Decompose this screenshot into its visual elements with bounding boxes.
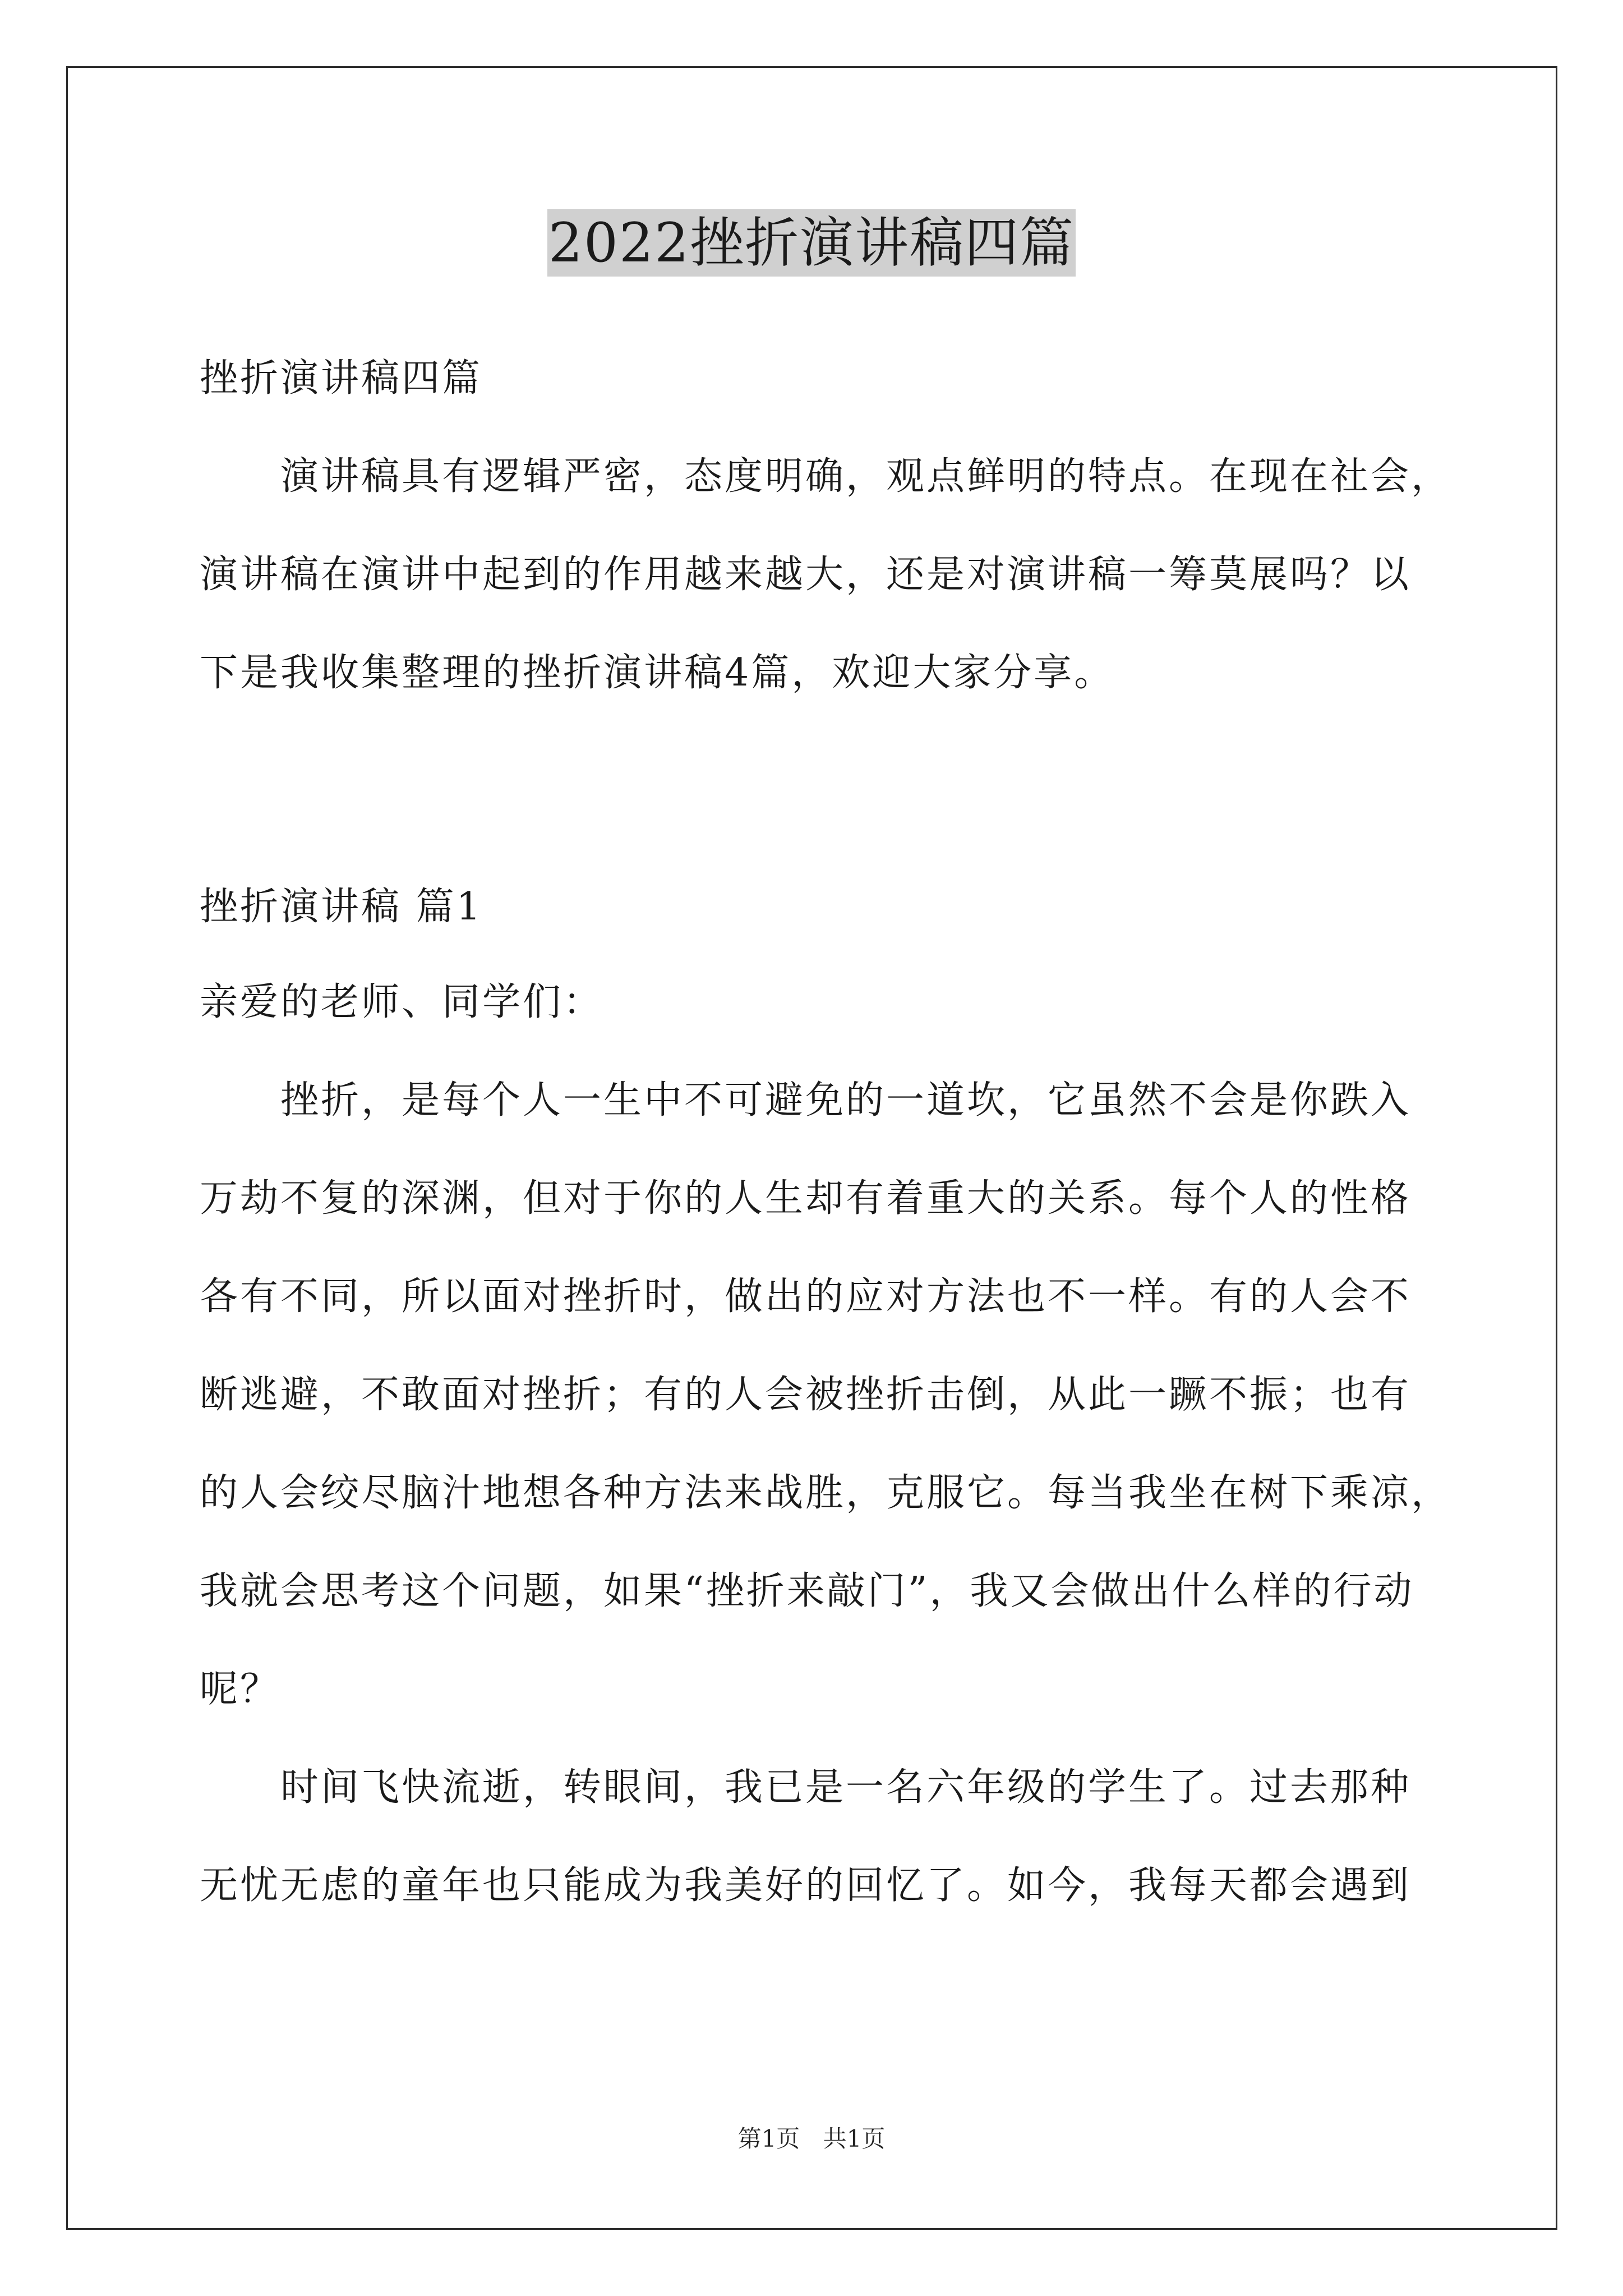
salutation-line: 亲爱的老师、同学们： [200, 980, 604, 1024]
title-container [0, 209, 1623, 277]
intro-line-3: 下是我收集整理的挫折演讲稿4篇，欢迎大家分享。 [200, 651, 1115, 695]
page-number: 第1页 [737, 2125, 800, 2152]
intro-line-1: 演讲稿具有逻辑严密，态度明确，观点鲜明的特点。在现在社会， [200, 454, 1452, 499]
paragraph-line: 时间飞快流逝，转眼间，我已是一名六年级的学生了。过去那种 [200, 1765, 1412, 1810]
paragraph-line: 呢？ [200, 1667, 281, 1711]
intro-line-2: 演讲稿在演讲中起到的作用越来越大，还是对演讲稿一筹莫展吗？以 [200, 553, 1412, 597]
paragraph-line: 各有不同，所以面对挫折时，做出的应对方法也不一样。有的人会不 [200, 1274, 1412, 1319]
paragraph-line: 我就会思考这个问题，如果“挫折来敲门”，我又会做出什么样的行动 [200, 1569, 1414, 1613]
paragraph-line: 的人会绞尽脑汁地想各种方法来战胜，克服它。每当我坐在树下乘凉， [200, 1471, 1452, 1515]
paragraph-line: 断逃避，不敢面对挫折；有的人会被挫折击倒，从此一蹶不振；也有 [200, 1373, 1412, 1417]
section-heading: 挫折演讲稿 篇1 [200, 885, 483, 929]
paragraph-line: 万劫不复的深渊，但对于你的人生却有着重大的关系。每个人的性格 [200, 1176, 1412, 1221]
paragraph-line: 无忧无虑的童年也只能成为我美好的回忆了。如今，我每天都会遇到 [200, 1864, 1412, 1908]
subtitle-line: 挫折演讲稿四篇 [200, 356, 483, 401]
page-footer [0, 2120, 1623, 2154]
document-title: 2022挫折演讲稿四篇 [547, 209, 1076, 277]
page-total: 共1页 [823, 2125, 886, 2152]
paragraph-line: 挫折，是每个人一生中不可避免的一道坎，它虽然不会是你跌入 [200, 1078, 1412, 1122]
